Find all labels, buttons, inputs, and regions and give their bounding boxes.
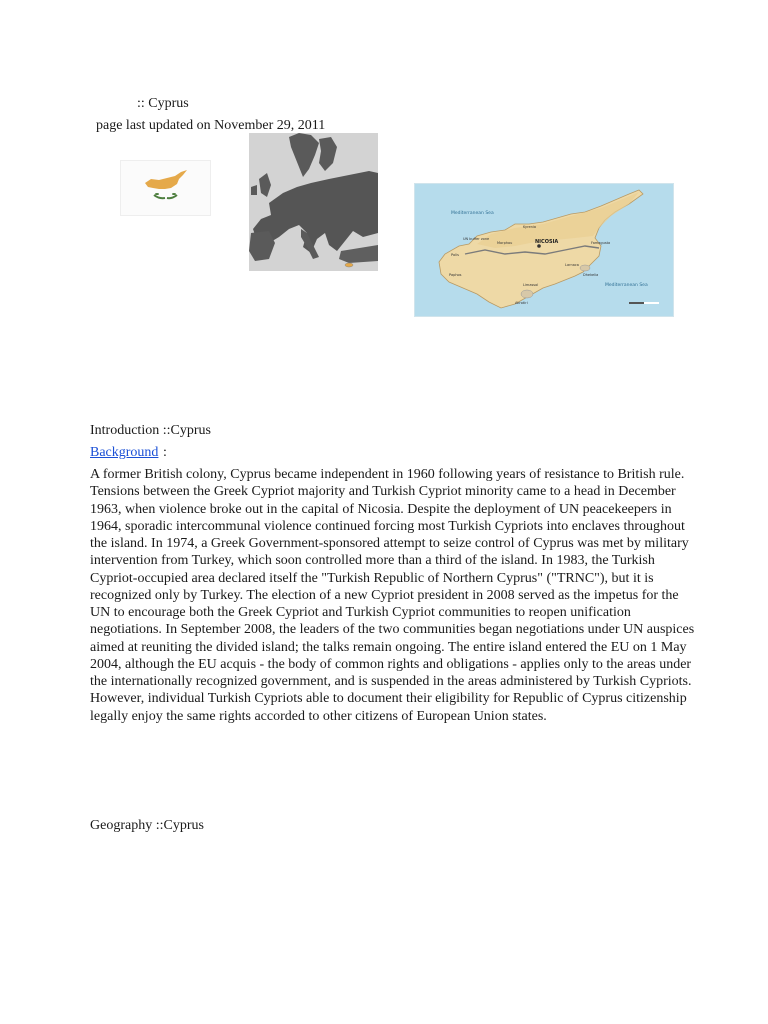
map-label-city: Famagusta <box>591 241 611 245</box>
background-colon: : <box>163 445 167 460</box>
map-label-city: Morphou <box>497 241 513 245</box>
map-label-sea-south: Mediterranean Sea <box>605 283 648 288</box>
cyprus-flag-image <box>120 160 211 216</box>
cyprus-flag-icon <box>121 161 210 215</box>
cyprus-map-image <box>414 183 674 317</box>
map-label-city: Limassol <box>523 283 539 287</box>
map-label-city: Akrotiri <box>515 301 528 305</box>
map-label-city: Dhekelia <box>583 273 599 277</box>
map-label-city: Kyrenia <box>523 225 536 229</box>
last-updated-text: page last updated on November 29, 2011 <box>96 118 326 133</box>
map-label-city: Larnaca <box>565 263 579 267</box>
introduction-heading: Introduction ::Cyprus <box>90 423 211 438</box>
map-label-nicosia: NICOSIA <box>535 239 559 245</box>
geography-heading: Geography ::Cyprus <box>90 818 204 833</box>
map-label-city: Polis <box>451 253 459 257</box>
map-label-city: Paphos <box>449 273 462 277</box>
background-link[interactable]: Background <box>90 445 159 460</box>
background-paragraph: A former British colony, Cyprus became independent in 1960 following years of resistance to British rule. Tensions between the Greek Cypriot majority and Turkish Cypriot minority came to a head in December 1963, when violence broke out in the capital of Nicosia. Despite the deployment of UN peacekeepers in 1964, sporadic intercommunal violence continued forcing most Turkish Cypriots into enclaves throughout the island. In 1974, a Greek Government-sponsored attempt to seize control of Cyprus was met by military intervention from Turkey, which soon controlled more than a third of the island. In 1983, the Turkish Cypriot-occupied area declared itself the "Turkish Republic of Northern Cyprus" ("TRNC"), but it is recognized only by Turkey. The election of a new Cypriot president in 2008 served as the impetus for the UN to encourage both the Greek Cypriot and Turkish Cypriot communities to reopen unification negotiations. In September 2008, the leaders of the two communities began negotiations under UN auspices aimed at reuniting the divided island; the talks remain ongoing. The entire island entered the EU on 1 May 2004, although the EU acquis - the body of common rights and obligations - applies only to the areas under the internationally recognized government, and is suspended in the areas administered by Turkish Cypriots. However, individual Turkish Cypriots able to document their eligibility for Republic of Cyprus citizenship legally enjoy the same rights accorded to other citizens of European Union states. <box>90 467 695 724</box>
europe-locator-map-icon <box>249 133 378 271</box>
page-title: :: Cyprus <box>137 96 189 111</box>
cyprus-map-icon <box>415 184 673 316</box>
map-label-sea-north: Mediterranean Sea <box>451 211 494 216</box>
map-label-buffer-zone: UN buffer zone <box>463 237 490 241</box>
europe-locator-map-image <box>249 133 378 271</box>
